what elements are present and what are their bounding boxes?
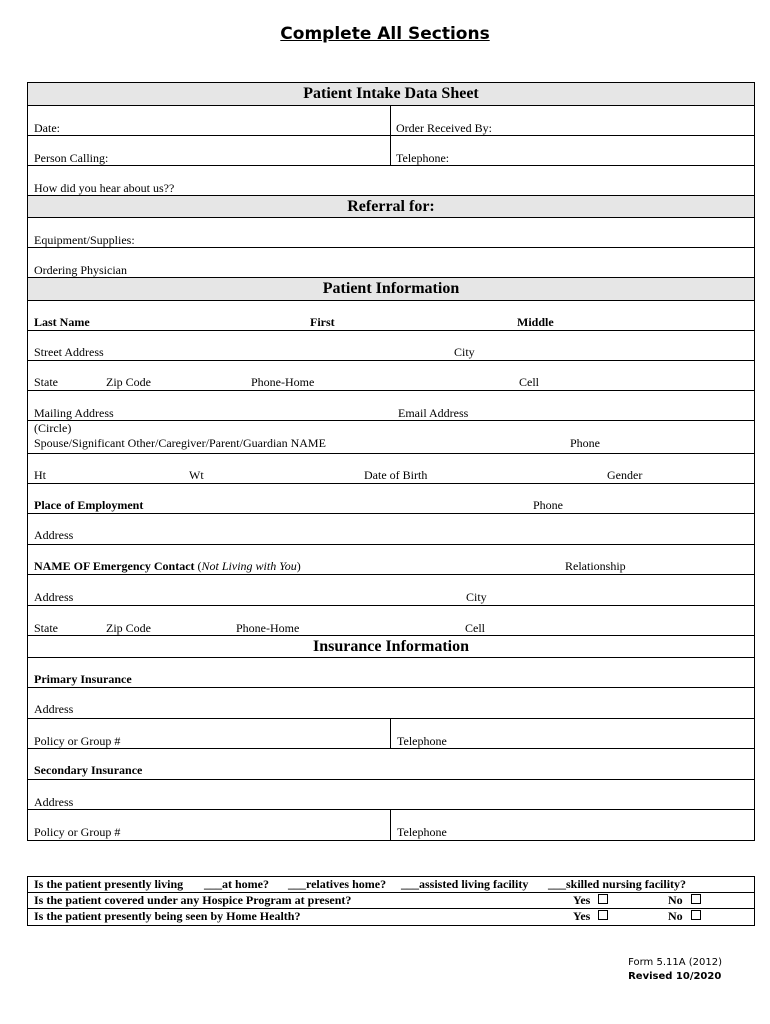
spouse-phone-label: Phone bbox=[570, 436, 600, 450]
home-health-question: Is the patient presently being seen by Home Health? bbox=[34, 909, 301, 923]
intake-form bbox=[27, 82, 755, 841]
employment-phone-label: Phone bbox=[533, 498, 563, 512]
city-label: City bbox=[454, 345, 475, 359]
ec-state-row bbox=[28, 606, 754, 636]
patient-info-header: Patient Information bbox=[28, 278, 754, 301]
hear-about-row bbox=[28, 166, 754, 196]
divider bbox=[390, 810, 391, 840]
equipment-label: Equipment/Supplies: bbox=[34, 233, 135, 247]
ec-state-label: State bbox=[34, 621, 58, 635]
no-checkbox[interactable] bbox=[691, 910, 701, 920]
employment-address-label: Address bbox=[34, 528, 74, 542]
hear-about-label: How did you hear about us?? bbox=[34, 181, 175, 195]
employment-row bbox=[28, 484, 754, 514]
spouse-row bbox=[28, 421, 754, 454]
divider bbox=[390, 719, 391, 748]
first-name-label: First bbox=[310, 315, 335, 329]
secondary-address-label: Address bbox=[34, 795, 74, 809]
home-health-no-option[interactable] bbox=[668, 910, 701, 923]
hospice-no-option[interactable] bbox=[668, 894, 701, 907]
last-name-label: Last Name bbox=[34, 315, 90, 329]
email-address-label: Email Address bbox=[398, 406, 469, 420]
relationship-label: Relationship bbox=[565, 559, 626, 573]
street-address-row bbox=[28, 331, 754, 361]
cell-label: Cell bbox=[519, 375, 539, 389]
secondary-insurance-row bbox=[28, 749, 754, 780]
yes-label: Yes bbox=[573, 893, 591, 907]
ordering-physician-row bbox=[28, 248, 754, 278]
yes-label: Yes bbox=[573, 909, 591, 923]
employment-address-row bbox=[28, 514, 754, 545]
ordering-physician-label: Ordering Physician bbox=[34, 263, 127, 277]
ec-city-label: City bbox=[466, 590, 487, 604]
secondary-telephone-label: Telephone bbox=[397, 825, 447, 839]
emergency-contact-row bbox=[28, 545, 754, 575]
name-row bbox=[28, 301, 754, 331]
no-label: No bbox=[668, 909, 683, 923]
hospice-yes-option[interactable] bbox=[573, 894, 608, 907]
middle-name-label: Middle bbox=[517, 315, 554, 329]
spouse-name-label: Spouse/Significant Other/Caregiver/Parent/Guardian NAME bbox=[34, 436, 326, 450]
yes-checkbox[interactable] bbox=[598, 910, 608, 920]
person-calling-label: Person Calling: bbox=[34, 151, 109, 165]
referral-header: Referral for: bbox=[28, 196, 754, 218]
no-label: No bbox=[668, 893, 683, 907]
height-label: Ht bbox=[34, 468, 46, 482]
ec-address-label: Address bbox=[34, 590, 74, 604]
divider bbox=[390, 106, 391, 135]
state-label: State bbox=[34, 375, 58, 389]
secondary-policy-label: Policy or Group # bbox=[34, 825, 121, 839]
gender-label: Gender bbox=[607, 468, 643, 482]
circle-label: (Circle) bbox=[34, 421, 72, 435]
relatives-home-option[interactable]: ___relatives home? bbox=[288, 877, 387, 891]
primary-policy-row bbox=[28, 719, 754, 749]
secondary-insurance-label: Secondary Insurance bbox=[34, 763, 143, 777]
yes-checkbox[interactable] bbox=[598, 894, 608, 904]
primary-policy-label: Policy or Group # bbox=[34, 734, 121, 748]
ec-cell-label: Cell bbox=[465, 621, 485, 635]
weight-label: Wt bbox=[189, 468, 204, 482]
primary-insurance-label: Primary Insurance bbox=[34, 672, 132, 686]
primary-telephone-label: Telephone bbox=[397, 734, 447, 748]
assisted-living-option[interactable]: ___assisted living facility bbox=[401, 877, 529, 891]
primary-address-row bbox=[28, 688, 754, 719]
home-health-yes-option[interactable] bbox=[573, 910, 608, 923]
emergency-contact-label: NAME OF Emergency Contact (Not Living with You) bbox=[34, 559, 301, 573]
order-received-by-label: Order Received By: bbox=[396, 121, 492, 135]
living-question-row bbox=[28, 877, 754, 893]
mailing-address-row bbox=[28, 391, 754, 421]
ec-address-row bbox=[28, 575, 754, 606]
primary-address-label: Address bbox=[34, 702, 74, 716]
revised-date: Revised 10/2020 bbox=[628, 971, 722, 982]
zip-code-label: Zip Code bbox=[106, 375, 151, 389]
date-of-birth-label: Date of Birth bbox=[364, 468, 428, 482]
form-footer bbox=[628, 956, 722, 984]
questions-table bbox=[27, 876, 755, 926]
street-address-label: Street Address bbox=[34, 345, 104, 359]
no-checkbox[interactable] bbox=[691, 894, 701, 904]
telephone-label: Telephone: bbox=[396, 151, 450, 165]
secondary-policy-row bbox=[28, 810, 754, 841]
hospice-question: Is the patient covered under any Hospice Program at present? bbox=[34, 893, 352, 907]
secondary-address-row bbox=[28, 780, 754, 810]
vitals-row bbox=[28, 454, 754, 484]
form-number: Form 5.11A (2012) bbox=[628, 957, 722, 968]
state-row bbox=[28, 361, 754, 391]
phone-home-label: Phone-Home bbox=[251, 375, 315, 389]
living-question: Is the patient presently living bbox=[34, 877, 184, 891]
primary-insurance-row bbox=[28, 658, 754, 688]
intake-header: Patient Intake Data Sheet bbox=[28, 83, 754, 106]
place-of-employment-label: Place of Employment bbox=[34, 498, 144, 512]
divider bbox=[390, 136, 391, 165]
mailing-address-label: Mailing Address bbox=[34, 406, 114, 420]
at-home-option[interactable]: ___at home? bbox=[204, 877, 269, 891]
person-calling-row bbox=[28, 136, 754, 166]
date-label: Date: bbox=[34, 121, 60, 135]
date-row bbox=[28, 106, 754, 136]
page-title: Complete All Sections bbox=[280, 24, 490, 44]
home-health-question-row bbox=[28, 909, 754, 925]
skilled-nursing-option[interactable]: ___skilled nursing facility? bbox=[548, 877, 687, 891]
insurance-header: Insurance Information bbox=[28, 636, 754, 658]
ec-phone-home-label: Phone-Home bbox=[236, 621, 300, 635]
ec-zip-label: Zip Code bbox=[106, 621, 151, 635]
equipment-row bbox=[28, 218, 754, 248]
hospice-question-row bbox=[28, 893, 754, 909]
